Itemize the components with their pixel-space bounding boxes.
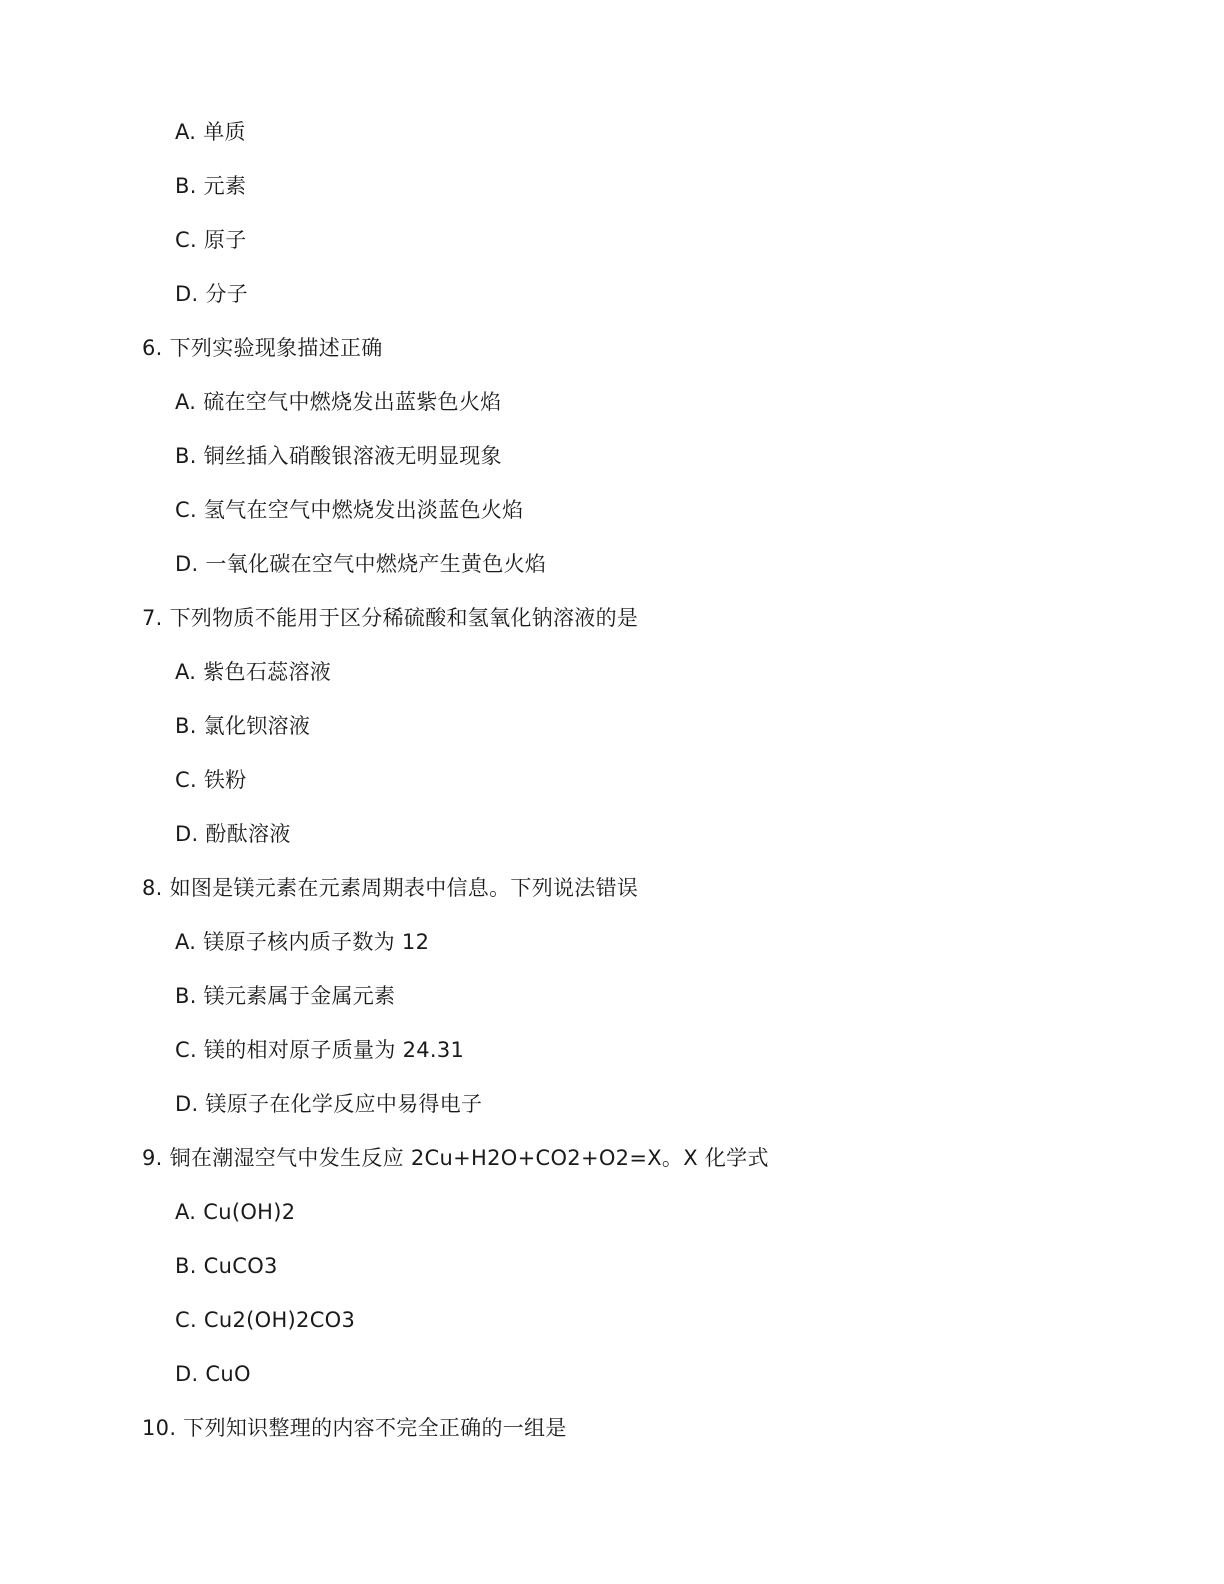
option-9c: C. Cu2(OH)2CO3 <box>175 1308 356 1332</box>
question-10: 10. 下列知识整理的内容不完全正确的一组是 <box>142 1416 567 1440</box>
option-6c: C. 氢气在空气中燃烧发出淡蓝色火焰 <box>175 498 524 522</box>
option-7c: C. 铁粉 <box>175 768 247 792</box>
option-8a: A. 镁原子核内质子数为 12 <box>175 930 430 954</box>
option-7b: B. 氯化钡溶液 <box>175 714 311 738</box>
option-6b: B. 铜丝插入硝酸银溶液无明显现象 <box>175 444 502 468</box>
option-5d: D. 分子 <box>175 282 249 306</box>
option-8d: D. 镁原子在化学反应中易得电子 <box>175 1092 483 1116</box>
option-7a: A. 紫色石蕊溶液 <box>175 660 332 684</box>
option-8b: B. 镁元素属于金属元素 <box>175 984 396 1008</box>
option-9b: B. CuCO3 <box>175 1254 278 1278</box>
option-9a: A. Cu(OH)2 <box>175 1200 296 1224</box>
option-8c: C. 镁的相对原子质量为 24.31 <box>175 1038 465 1062</box>
option-5b: B. 元素 <box>175 174 247 198</box>
option-9d: D. CuO <box>175 1362 251 1386</box>
question-8: 8. 如图是镁元素在元素周期表中信息。下列说法错误 <box>142 876 639 900</box>
option-5a: A. 单质 <box>175 120 246 144</box>
question-6: 6. 下列实验现象描述正确 <box>142 336 383 360</box>
option-6a: A. 硫在空气中燃烧发出蓝紫色火焰 <box>175 390 502 414</box>
option-5c: C. 原子 <box>175 228 247 252</box>
option-7d: D. 酚酞溶液 <box>175 822 291 846</box>
question-7: 7. 下列物质不能用于区分稀硫酸和氢氧化钠溶液的是 <box>142 606 639 630</box>
question-9: 9. 铜在潮湿空气中发生反应 2Cu+H2O+CO2+O2=X。X 化学式 <box>142 1146 769 1170</box>
option-6d: D. 一氧化碳在空气中燃烧产生黄色火焰 <box>175 552 547 576</box>
